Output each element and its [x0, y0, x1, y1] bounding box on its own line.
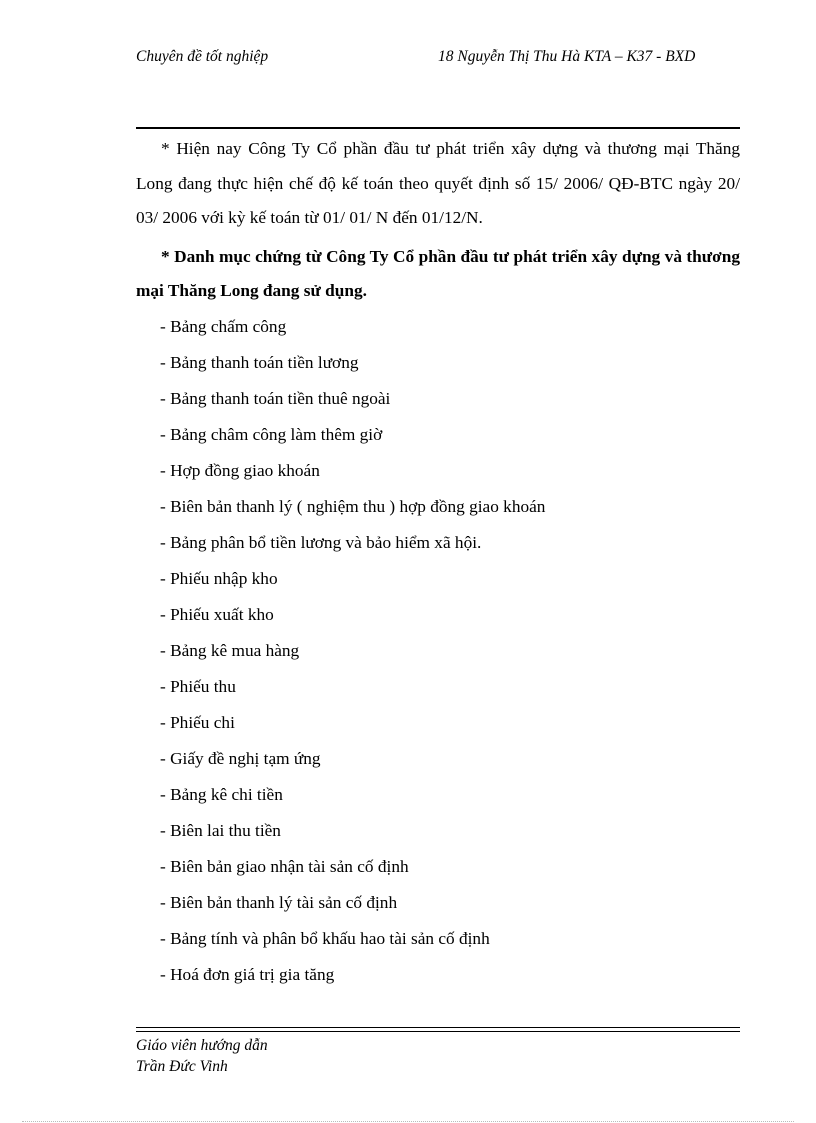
list-item: - Bảng chấm công — [160, 316, 287, 336]
list-item: - Biên bản thanh lý ( nghiệm thu ) hợp đồng giao khoán — [160, 496, 546, 516]
document-list — [136, 309, 740, 993]
document-body — [136, 132, 740, 993]
footer-rule — [136, 1027, 740, 1032]
list-item: - Bảng tính và phân bổ khấu hao tài sản cố định — [160, 928, 490, 948]
footer-supervisor-label: Giáo viên hướng dẫn — [136, 1037, 268, 1054]
section-heading: * Danh mục chứng từ Công Ty Cổ phần đầu tư phát triển xây dựng và thương mại Thăng Long đang sử dụng. — [136, 246, 740, 300]
list-item: - Hoá đơn giá trị gia tăng — [160, 964, 335, 984]
list-item: - Bảng thanh toán tiền thuê ngoài — [160, 388, 391, 408]
page-header — [136, 48, 740, 70]
list-item: - Biên bản thanh lý tài sản cố định — [160, 892, 398, 912]
header-author-info: 18 Nguyễn Thị Thu Hà KTA – K37 - BXD — [438, 48, 696, 65]
list-item: - Hợp đồng giao khoán — [160, 460, 320, 480]
list-item: - Phiếu chi — [160, 712, 235, 732]
footer-supervisor-name: Trần Đức Vinh — [136, 1058, 228, 1075]
header-doc-title: Chuyên đề tốt nghiệp — [136, 48, 269, 65]
list-item: - Bảng phân bổ tiền lương và bảo hiểm xã hội. — [160, 532, 482, 552]
list-item: - Bảng kê mua hàng — [160, 640, 300, 660]
list-item: - Bảng châm công làm thêm giờ — [160, 424, 383, 444]
header-rule — [136, 127, 740, 129]
list-item: - Giấy đề nghị tạm ứng — [160, 748, 321, 768]
list-item: - Biên lai thu tiền — [160, 820, 281, 840]
page-footer — [136, 1035, 268, 1077]
list-item: - Phiếu nhập kho — [160, 568, 278, 588]
intro-paragraph: * Hiện nay Công Ty Cổ phần đầu tư phát triển xây dựng và thương mại Thăng Long đang thực hiện chế độ kế toán theo quyết định số 15/ 2006/ QĐ-BTC ngày 20/ 03/ 2006 với kỳ kế toán từ 01/ 01/ N đến 01/12/N. — [136, 139, 740, 227]
list-item: - Phiếu thu — [160, 676, 236, 696]
page-bottom-edge — [22, 1121, 794, 1122]
list-item: - Biên bản giao nhận tài sản cố định — [160, 856, 409, 876]
list-item: - Phiếu xuất kho — [160, 604, 274, 624]
list-item: - Bảng thanh toán tiền lương — [160, 352, 359, 372]
list-item: - Bảng kê chi tiền — [160, 784, 283, 804]
